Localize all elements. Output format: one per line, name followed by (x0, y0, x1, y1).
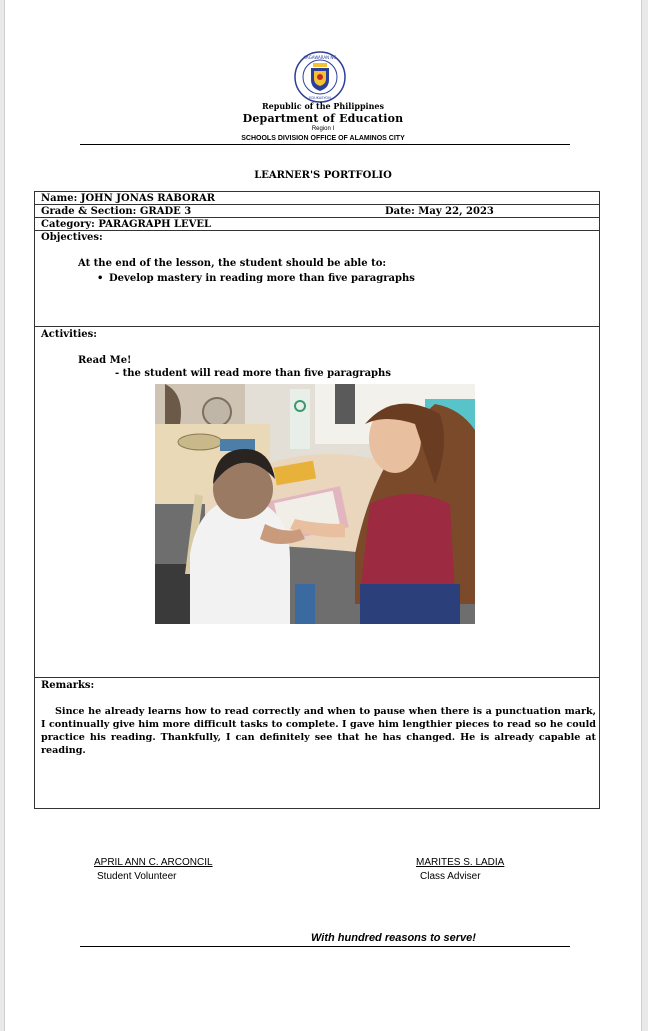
name-row (34, 191, 600, 205)
activity-photo (155, 384, 475, 624)
category-row (34, 217, 600, 231)
republic-line: Republic of the Philippines (261, 101, 384, 111)
student-volunteer-role: Student Volunteer (97, 871, 177, 882)
bullet-icon: • (97, 273, 104, 284)
remarks-text: Since he already learns how to read correctly and when to pause when there is a punctuation mark, I continually give him more difficult tasks to complete. I gave him lengthier pieces to read so he could practice his reading. Thankfully, I can definitely see that he has changed. He is already capable at reading. (41, 706, 596, 756)
remarks-heading: Remarks: (41, 680, 95, 691)
remarks-section (34, 677, 600, 809)
objectives-section (34, 230, 600, 327)
date-field: Date: May 22, 2023 (385, 206, 494, 217)
department-name: Department of Education (242, 112, 404, 125)
division-office: SCHOOLS DIVISION OFFICE OF ALAMINOS CITY (241, 135, 405, 142)
class-adviser-name: MARITES S. LADIA (416, 857, 505, 868)
class-adviser-role: Class Adviser (420, 871, 481, 882)
objective-item (97, 273, 415, 284)
category-field: Category: PARAGRAPH LEVEL (41, 219, 212, 230)
activity-title: Read Me! (78, 355, 132, 366)
objectives-heading: Objectives: (41, 232, 103, 243)
student-volunteer-name: APRIL ANN C. ARCONCIL (94, 857, 213, 868)
student-name: Name: JOHN JONAS RABORAR (41, 193, 216, 204)
activities-heading: Activities: (41, 329, 97, 340)
objectives-intro: At the end of the lesson, the student should be able to: (78, 258, 387, 269)
document-title: LEARNER'S PORTFOLIO (254, 170, 392, 181)
header-divider (80, 144, 570, 145)
grade-section: Grade & Section: GRADE 3 (41, 206, 192, 217)
deped-seal-logo (294, 51, 346, 103)
svg-text:KAGAWARAN NG: KAGAWARAN NG (303, 55, 337, 60)
footer-divider (80, 946, 570, 947)
activity-detail: - the student will read more than five paragraphs (115, 368, 391, 379)
activities-section (34, 326, 600, 678)
region-line: Region I (311, 126, 335, 132)
svg-text:EDUKASYON: EDUKASYON (309, 96, 331, 100)
objective-text: Develop mastery in reading more than five paragraphs (109, 273, 415, 284)
document-page (4, 0, 642, 1031)
footer-motto: With hundred reasons to serve! (311, 932, 476, 944)
grade-row (34, 204, 600, 218)
